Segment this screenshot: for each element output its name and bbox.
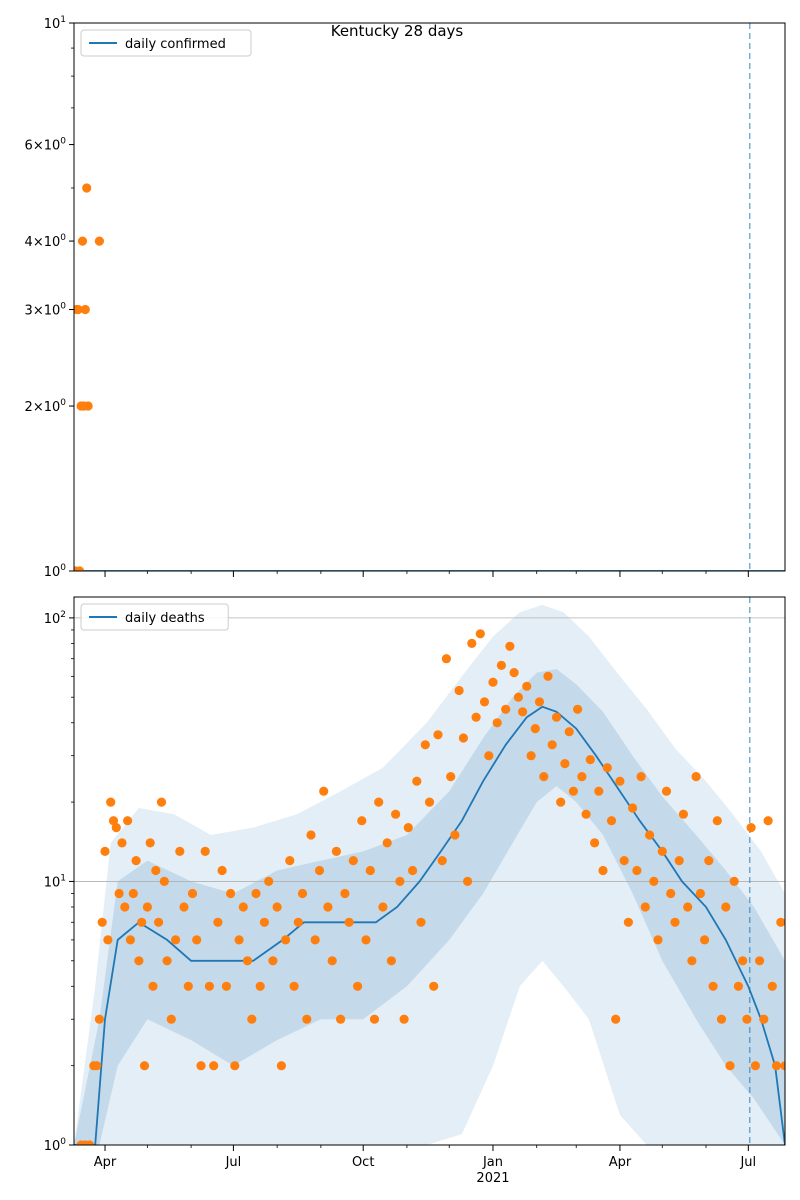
data-point-44 xyxy=(226,889,235,898)
data-point-131 xyxy=(594,787,603,796)
data-point-169 xyxy=(755,956,764,965)
data-point-105 xyxy=(484,751,493,760)
data-point-72 xyxy=(345,918,354,927)
data-point-50 xyxy=(251,889,260,898)
data-point-77 xyxy=(366,866,375,875)
data-point-114 xyxy=(522,682,531,691)
data-point-35 xyxy=(188,889,197,898)
data-point-28 xyxy=(160,877,169,886)
data-point-14 xyxy=(120,902,129,911)
data-point-83 xyxy=(391,810,400,819)
data-point-156 xyxy=(700,935,709,944)
x-tick-label-1: Jul xyxy=(225,1155,242,1170)
deaths-panel xyxy=(44,597,790,1186)
data-point-108 xyxy=(497,661,506,670)
data-point-12 xyxy=(115,889,124,898)
data-point-136 xyxy=(615,777,624,786)
data-point-86 xyxy=(404,823,413,832)
data-point-134 xyxy=(607,816,616,825)
data-point-96 xyxy=(446,772,455,781)
data-point-17 xyxy=(129,889,138,898)
data-point-168 xyxy=(751,1061,760,1070)
data-point-23 xyxy=(146,838,155,847)
data-point-140 xyxy=(632,866,641,875)
y-tick-label-2: $10^2$ xyxy=(43,609,66,627)
data-point-149 xyxy=(670,918,679,927)
data-point-8 xyxy=(84,401,93,410)
data-point-158 xyxy=(709,982,718,991)
data-point-92 xyxy=(429,982,438,991)
data-point-43 xyxy=(222,982,231,991)
x-tick-label-0: Apr xyxy=(93,1155,117,1170)
data-point-66 xyxy=(319,787,328,796)
x-tick-label-5: Jul xyxy=(740,1155,757,1170)
data-point-9 xyxy=(95,237,104,246)
data-point-11 xyxy=(112,823,121,832)
data-point-109 xyxy=(501,705,510,714)
data-point-127 xyxy=(577,772,586,781)
axes-frame xyxy=(74,23,785,571)
data-point-9 xyxy=(106,798,115,807)
data-point-78 xyxy=(370,1015,379,1024)
confirmed-panel xyxy=(25,15,785,580)
y-tick-label-0: $10^0$ xyxy=(43,1137,66,1154)
data-point-32 xyxy=(175,847,184,856)
legend xyxy=(81,30,251,56)
data-point-85 xyxy=(400,1015,409,1024)
data-point-49 xyxy=(247,1015,256,1024)
data-point-82 xyxy=(387,956,396,965)
figure-title: Kentucky 28 days xyxy=(330,22,464,40)
data-point-90 xyxy=(421,740,430,749)
data-point-30 xyxy=(167,1015,176,1024)
legend-label: daily confirmed xyxy=(125,37,226,52)
data-point-6 xyxy=(81,305,90,314)
data-point-152 xyxy=(683,902,692,911)
data-point-74 xyxy=(353,982,362,991)
data-point-139 xyxy=(628,803,637,812)
data-point-155 xyxy=(696,889,705,898)
data-point-171 xyxy=(764,816,773,825)
data-point-58 xyxy=(285,856,294,865)
data-point-172 xyxy=(768,982,777,991)
data-point-129 xyxy=(586,755,595,764)
data-point-91 xyxy=(425,798,434,807)
data-point-102 xyxy=(472,713,481,722)
data-point-47 xyxy=(239,902,248,911)
data-point-99 xyxy=(459,733,468,742)
data-point-37 xyxy=(196,1061,205,1070)
data-point-126 xyxy=(573,705,582,714)
data-point-106 xyxy=(488,678,497,687)
data-point-115 xyxy=(527,751,536,760)
y-tick-label-1: $10^1$ xyxy=(43,873,66,891)
data-point-97 xyxy=(450,830,459,839)
x-tick-label-3: Jan xyxy=(482,1155,504,1170)
data-point-143 xyxy=(645,830,654,839)
data-point-60 xyxy=(294,918,303,927)
data-point-173 xyxy=(772,1061,781,1070)
data-point-6 xyxy=(98,918,107,927)
data-point-113 xyxy=(518,707,527,716)
data-point-65 xyxy=(315,866,324,875)
data-point-167 xyxy=(747,823,756,832)
data-point-110 xyxy=(505,642,514,651)
data-point-20 xyxy=(137,918,146,927)
data-point-128 xyxy=(582,810,591,819)
data-point-111 xyxy=(509,668,518,677)
x-tick-label-4: Apr xyxy=(608,1155,632,1170)
data-point-160 xyxy=(717,1015,726,1024)
data-point-55 xyxy=(273,902,282,911)
data-point-22 xyxy=(143,902,152,911)
data-point-70 xyxy=(336,1015,345,1024)
plot-area xyxy=(71,23,785,576)
data-point-46 xyxy=(235,935,244,944)
data-point-112 xyxy=(514,693,523,702)
data-point-21 xyxy=(140,1061,149,1070)
data-point-117 xyxy=(535,697,544,706)
data-point-51 xyxy=(256,982,265,991)
data-point-48 xyxy=(243,956,252,965)
data-point-62 xyxy=(302,1015,311,1024)
data-point-148 xyxy=(666,889,675,898)
legend xyxy=(81,604,228,630)
data-point-89 xyxy=(416,918,425,927)
data-point-132 xyxy=(598,866,607,875)
data-point-67 xyxy=(323,902,332,911)
data-point-57 xyxy=(281,935,290,944)
data-point-144 xyxy=(649,877,658,886)
data-point-13 xyxy=(117,838,126,847)
data-point-81 xyxy=(383,838,392,847)
data-point-104 xyxy=(480,697,489,706)
data-point-135 xyxy=(611,1015,620,1024)
data-point-52 xyxy=(260,918,269,927)
data-point-123 xyxy=(560,759,569,768)
data-point-121 xyxy=(552,713,561,722)
x-tick-label-2: Oct xyxy=(351,1155,375,1170)
data-point-163 xyxy=(730,877,739,886)
data-point-174 xyxy=(776,918,785,927)
data-point-93 xyxy=(433,730,442,739)
data-point-116 xyxy=(531,724,540,733)
data-point-64 xyxy=(311,935,320,944)
data-point-34 xyxy=(184,982,193,991)
data-point-75 xyxy=(357,816,366,825)
y-tick-label-5: $10^1$ xyxy=(43,15,66,32)
data-point-79 xyxy=(374,798,383,807)
data-point-61 xyxy=(298,889,307,898)
data-point-84 xyxy=(395,877,404,886)
data-point-31 xyxy=(171,935,180,944)
data-point-45 xyxy=(230,1061,239,1070)
y-tick-label-2: $3\times 10^0$ xyxy=(24,301,66,319)
data-point-59 xyxy=(290,982,299,991)
data-point-88 xyxy=(412,777,421,786)
data-point-15 xyxy=(123,816,132,825)
data-point-98 xyxy=(455,686,464,695)
data-point-164 xyxy=(734,982,743,991)
data-point-36 xyxy=(192,935,201,944)
data-point-107 xyxy=(493,718,502,727)
data-point-118 xyxy=(539,772,548,781)
data-point-151 xyxy=(679,810,688,819)
data-point-100 xyxy=(463,877,472,886)
data-point-147 xyxy=(662,787,671,796)
data-point-18 xyxy=(132,856,141,865)
data-point-42 xyxy=(218,866,227,875)
data-point-94 xyxy=(438,856,447,865)
data-point-24 xyxy=(148,982,157,991)
data-point-63 xyxy=(306,830,315,839)
data-point-122 xyxy=(556,798,565,807)
data-point-38 xyxy=(201,847,210,856)
data-point-124 xyxy=(565,727,574,736)
data-point-39 xyxy=(205,982,214,991)
y-tick-label-0: $10^0$ xyxy=(43,563,66,580)
data-point-141 xyxy=(637,772,646,781)
data-point-103 xyxy=(476,629,485,638)
data-point-54 xyxy=(268,956,277,965)
data-point-69 xyxy=(332,847,341,856)
data-point-138 xyxy=(624,918,633,927)
data-point-29 xyxy=(163,956,172,965)
data-point-53 xyxy=(264,877,273,886)
data-point-95 xyxy=(442,654,451,663)
y-tick-label-1: $2\times 10^0$ xyxy=(24,398,66,416)
data-point-56 xyxy=(277,1061,286,1070)
data-point-41 xyxy=(213,918,222,927)
data-point-125 xyxy=(569,787,578,796)
data-point-33 xyxy=(179,902,188,911)
data-point-142 xyxy=(641,902,650,911)
data-point-27 xyxy=(157,798,166,807)
data-point-162 xyxy=(725,1061,734,1070)
legend-label: daily deaths xyxy=(125,611,205,626)
data-point-4 xyxy=(92,1061,101,1070)
data-point-40 xyxy=(209,1061,218,1070)
data-point-68 xyxy=(328,956,337,965)
data-point-16 xyxy=(126,935,135,944)
data-point-76 xyxy=(361,935,370,944)
data-point-5 xyxy=(95,1015,104,1024)
data-point-25 xyxy=(151,866,160,875)
y-tick-label-3: $4\times 10^0$ xyxy=(24,233,66,251)
data-point-154 xyxy=(692,772,701,781)
data-point-87 xyxy=(408,866,417,875)
data-point-120 xyxy=(548,740,557,749)
data-point-8 xyxy=(103,935,112,944)
data-point-165 xyxy=(738,956,747,965)
data-point-153 xyxy=(687,956,696,965)
data-point-159 xyxy=(713,816,722,825)
data-point-119 xyxy=(543,672,552,681)
y-tick-label-4: $6\times 10^0$ xyxy=(24,136,66,154)
data-point-161 xyxy=(721,902,730,911)
data-point-166 xyxy=(742,1015,751,1024)
data-point-26 xyxy=(154,918,163,927)
data-point-137 xyxy=(620,856,629,865)
data-point-19 xyxy=(134,956,143,965)
data-point-145 xyxy=(653,935,662,944)
data-point-7 xyxy=(100,847,109,856)
data-point-146 xyxy=(658,847,667,856)
data-point-101 xyxy=(467,639,476,648)
data-point-157 xyxy=(704,856,713,865)
data-point-150 xyxy=(675,856,684,865)
data-point-80 xyxy=(378,902,387,911)
data-point-4 xyxy=(78,237,87,246)
data-point-7 xyxy=(82,183,91,192)
data-point-73 xyxy=(349,856,358,865)
data-point-170 xyxy=(759,1015,768,1024)
x-year-label: 2021 xyxy=(476,1171,510,1186)
data-point-133 xyxy=(603,763,612,772)
plot-area xyxy=(74,597,790,1150)
data-point-130 xyxy=(590,838,599,847)
data-point-71 xyxy=(340,889,349,898)
